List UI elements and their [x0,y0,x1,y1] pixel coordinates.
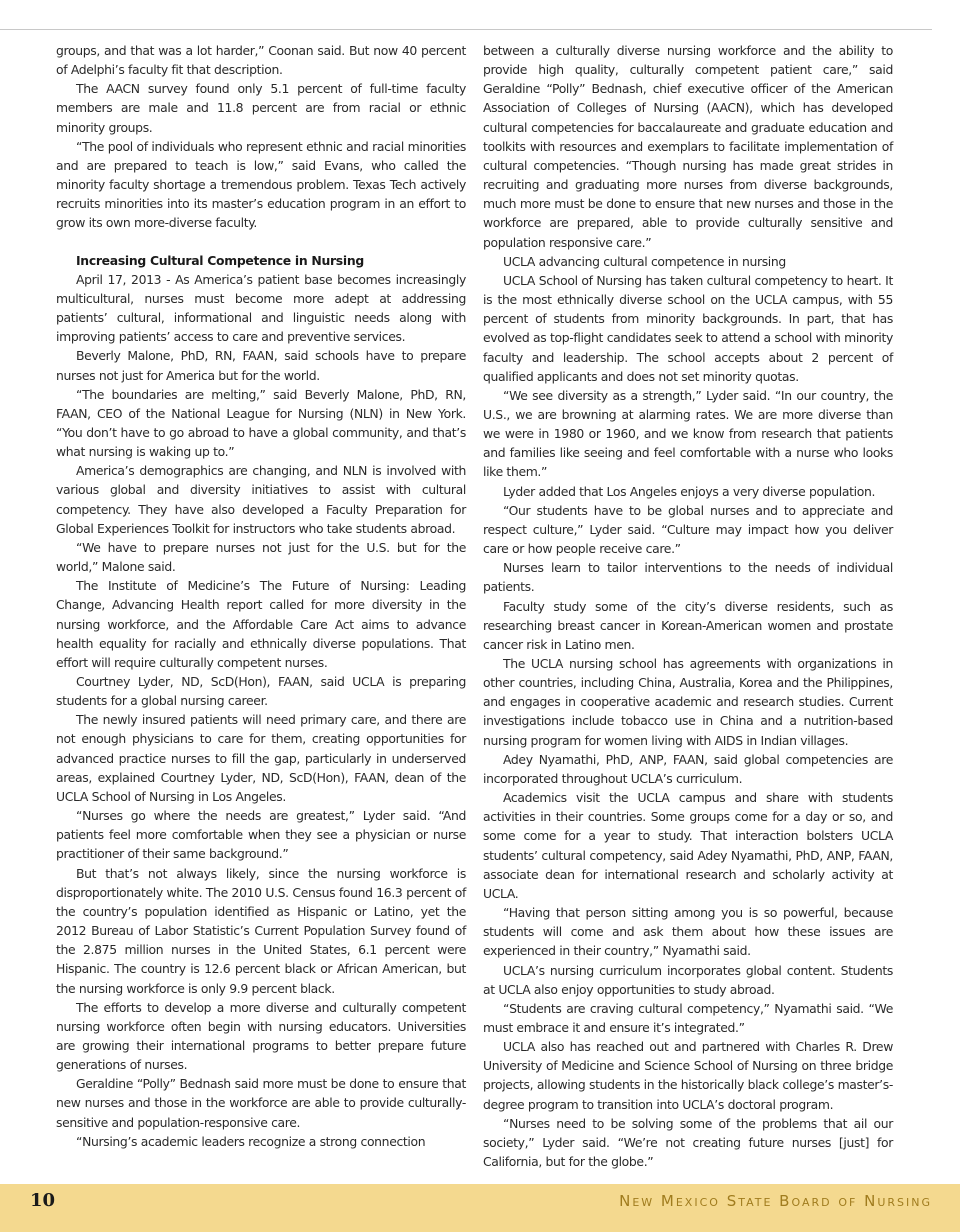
publication-title: New Mexico State Board of Nursing [619,1192,932,1210]
paragraph: “Nurses go where the needs are greatest,” Lyder said. “And patients feel more comfortable when they see a physician or nurse practitioner of their same background.” [56,808,466,862]
paragraph: UCLA School of Nursing has taken cultural competency to heart. It is the most ethnically diverse school on the UCLA campus, with 55 percent of students from minority backgrounds. In part, that has evolved as top-flight candidates seek to attend a school with minority faculty and leadership. The school accepts about 2 percent of qualified applicants and does not set minority quotas. [483,272,893,384]
paragraph: America’s demographics are changing, and NLN is involved with various global and diversity initiatives to assist with cultural competency. They have also developed a Faculty Preparation for Global Experiences Toolkit for instructors who take students abroad. [56,463,466,536]
section-heading: Increasing Cultural Competence in Nursing [76,252,364,268]
paragraph: groups, and that was a lot harder,” Coonan said. But now 40 percent of Adelphi’s faculty fit that description. [56,43,466,78]
paragraph: “Nursing’s academic leaders recognize a strong connection [76,1133,426,1149]
right-column [483,41,893,1171]
left-column [56,41,466,1151]
paragraph: The AACN survey found only 5.1 percent of full-time faculty members are male and 11.8 percent are from racial or ethnic minority groups. [56,81,466,135]
page-number: 10 [30,1190,56,1211]
page-footer [0,1184,960,1232]
paragraph: Adey Nyamathi, PhD, ANP, FAAN, said global competencies are incorporated throughout UCLA’s curriculum. [483,751,893,786]
paragraph: “Our students have to be global nurses and to appreciate and respect culture,” Lyder said. “Culture may impact how you deliver care or how people receive care.” [483,502,893,557]
paragraph: The newly insured patients will need primary care, and there are not enough physicians to care for them, creating opportunities for advanced practice nurses to fill the gap, particularly in underserved areas, explained Courtney Lyder, ND, ScD(Hon), FAAN, dean of the UCLA School of Nursing in Los Angeles. [56,712,466,804]
paragraph: “Having that person sitting among you is so powerful, because students will come and ask them about how these issues are experienced in their country,” Nyamathi said. [483,905,893,959]
paragraph: “Students are craving cultural competency,” Nyamathi said. “We must embrace it and ensure it’s integrated.” [483,1000,893,1035]
subheading: UCLA advancing cultural competence in nursing [503,253,786,269]
paragraph: “The pool of individuals who represent ethnic and racial minorities and are prepared to teach is low,” said Evans, who called the minority faculty shortage a tremendous problem. Texas Tech actively recruits minorities into its master’s education program in an effort to grow its own more-diverse faculty. [56,138,466,231]
paragraph: Beverly Malone, PhD, RN, FAAN, said schools have to prepare nurses not just for America but for the world. [56,348,466,383]
paragraph: Courtney Lyder, ND, ScD(Hon), FAAN, said UCLA is preparing students for a global nursing career. [56,674,466,709]
paragraph: “The boundaries are melting,” said Beverly Malone, PhD, RN, FAAN, CEO of the National League for Nursing (NLN) in New York. “You don’t have to go abroad to have a global community, and that’s what nursing is waking up to.” [56,386,466,460]
paragraph: The Institute of Medicine’s The Future of Nursing: Leading Change, Advancing Health report called for more diversity in the nursing workforce, and the Affordable Care Act aims to advance health equality for racially and ethnically diverse populations. That effort will require culturally competent nurses. [56,578,466,670]
paragraph: between a culturally diverse nursing workforce and the ability to provide high quality, culturally competent patient care,” said Geraldine “Polly” Bednash, chief executive officer of the American Association of Colleges of Nursing (AACN), which has developed cultural competencies for baccalaureate and graduate education and toolkits with resources and exemplars to facilitate implementation of cultural competencies. “Though nursing has made great strides in recruiting and graduating more nurses from diverse backgrounds, much more must be done to ensure that new nurses and those in the workforce are prepared, able to provide culturally sensitive and population responsive care.” [483,43,893,250]
paragraph: “We see diversity as a strength,” Lyder said. “In our country, the U.S., we are browning at alarming rates. We are more diverse than we were in 1980 or 1960, and we know from research that patients and families like seeing and feel comfortable with a nurse who looks like them.” [483,387,893,480]
paragraph: Faculty study some of the city’s diverse residents, such as researching breast cancer in Korean-American women and prostate cancer risk in Latino men. [483,598,893,652]
paragraph: Geraldine “Polly” Bednash said more must be done to ensure that new nurses and those in the workforce are able to provide culturally-sensitive and population-responsive care. [56,1076,466,1130]
paragraph: Lyder added that Los Angeles enjoys a very diverse population. [503,483,876,499]
paragraph: “We have to prepare nurses not just for the U.S. but for the world,” Malone said. [56,539,466,575]
paragraph: Nurses learn to tailor interventions to the needs of individual patients. [483,560,893,595]
paragraph: UCLA’s nursing curriculum incorporates global content. Students at UCLA also enjoy opportunities to study abroad. [483,962,893,997]
paragraph: “Nurses need to be solving some of the problems that ail our society,” Lyder said. “We’re not creating future nurses [just] for California, but for the globe.” [483,1115,893,1170]
paragraph: UCLA also has reached out and partnered with Charles R. Drew University of Medicine and Science School of Nursing on three bridge projects, allowing students in the historically black college’s master’s-degree program to transition into UCLA’s doctoral program. [483,1039,893,1112]
paragraph: Academics visit the UCLA campus and share with students activities in their countries. Some groups come for a day or so, and some come for a year to study. That interaction bolsters UCLA students’ cultural competency, said Adey Nyamathi, PhD, ANP, FAAN, associate dean for international research and scholarly activity at UCLA. [483,790,893,901]
paragraph: April 17, 2013 - As America’s patient base becomes increasingly multicultural, nurses must become more adept at addressing patients’ cultural, informational and linguistic needs along with improving patients’ access to care and preventive services. [56,271,466,345]
top-rule [0,29,932,30]
paragraph: The efforts to develop a more diverse and culturally competent nursing workforce often begin with nursing educators. Universities are growing their international programs to better prepare future generations of nurses. [56,999,466,1073]
paragraph: But that’s not always likely, since the nursing workforce is disproportionately white. The 2010 U.S. Census found 16.3 percent of the country’s population identified as Hispanic or Latino, yet the 2012 Bureau of Labor Statistic’s Current Population Survey found of the 2.875 million nurses in the United States, 6.1 percent were Hispanic. The country is 12.6 percent black or African American, but the nursing workforce is only 9.9 percent black. [56,865,466,996]
paragraph: The UCLA nursing school has agreements with organizations in other countries, including China, Australia, Korea and the Philippines, and engages in cooperative academic and research studies. Current investigations include tobacco use in China and a nutrition-based nursing program for women living with AIDS in Indian villages. [483,656,893,748]
